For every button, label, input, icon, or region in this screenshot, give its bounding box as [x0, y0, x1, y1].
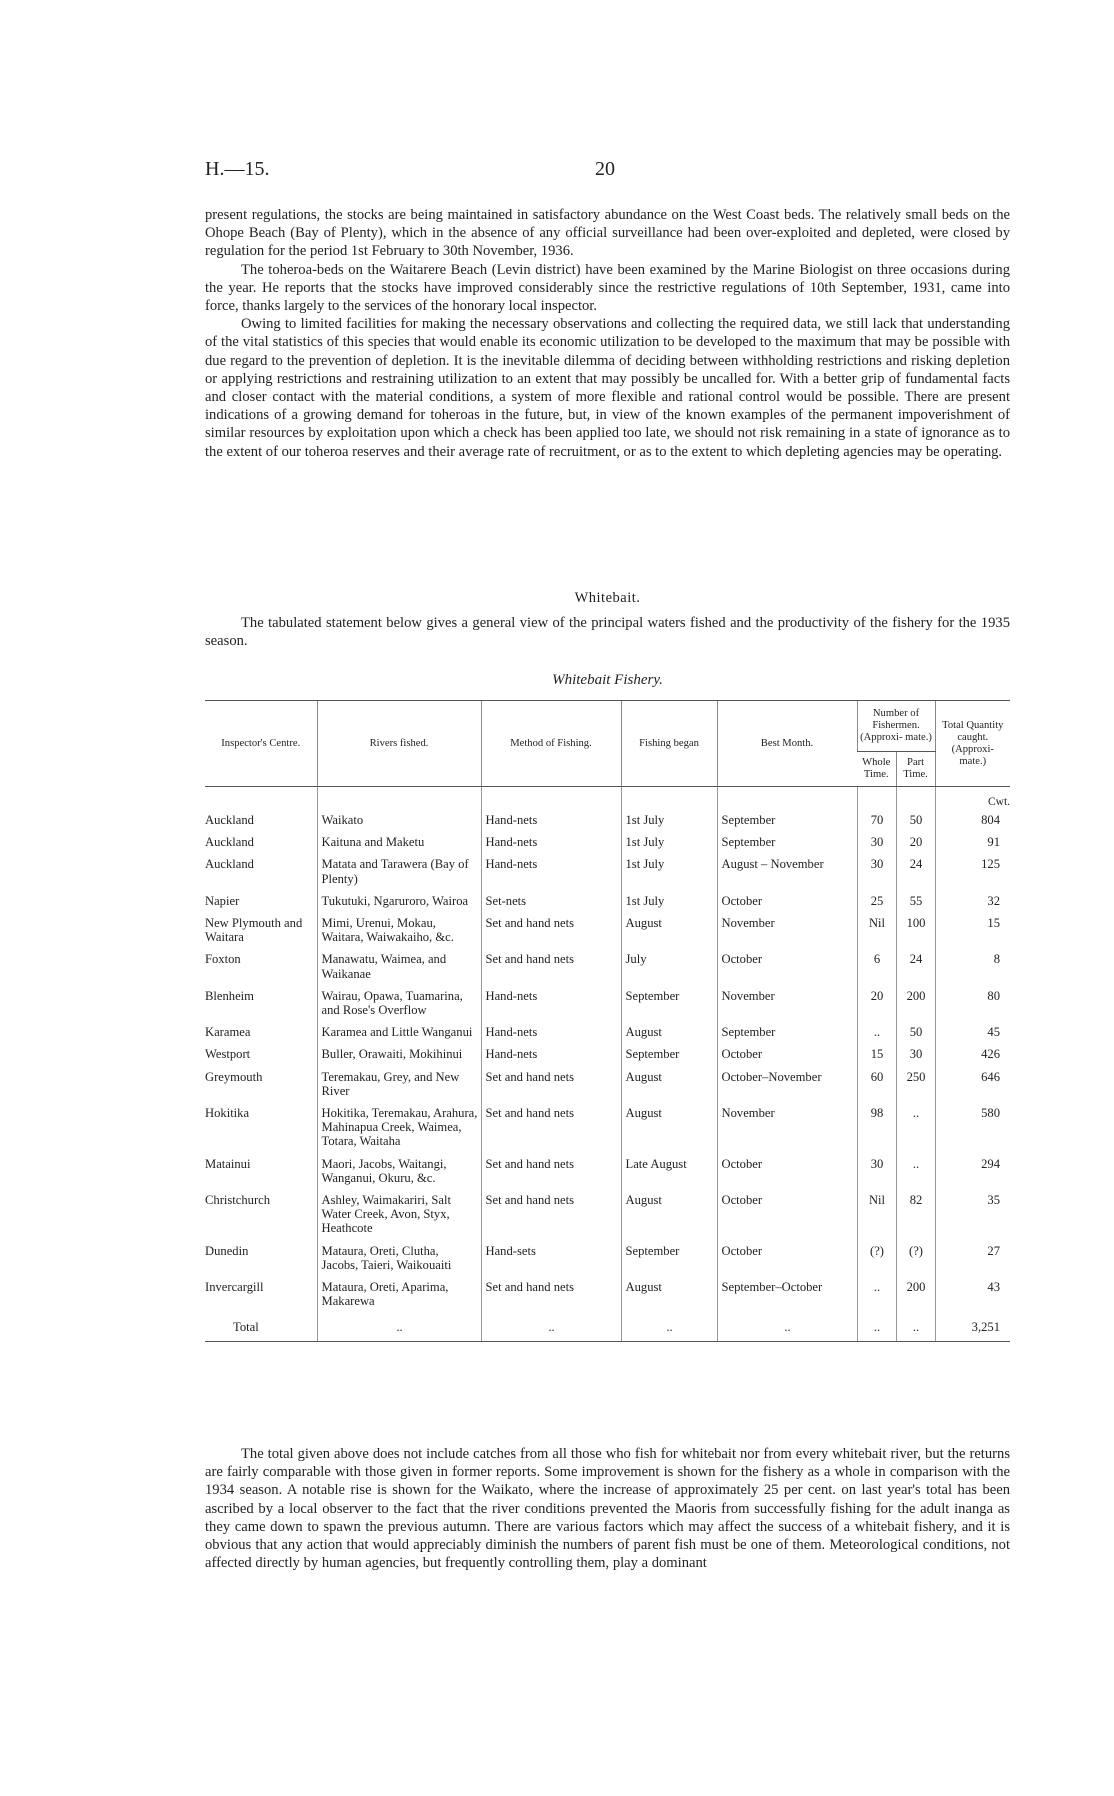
cell-total-text: 80 — [987, 988, 1001, 1003]
cell-centre-text: Auckland — [205, 857, 254, 872]
cell-total-text: 35 — [987, 1193, 1001, 1208]
cell-best — [717, 1021, 857, 1043]
cell-whole-text: 15 — [870, 1047, 884, 1062]
cell-total-text: 646 — [981, 1069, 1001, 1084]
cell-best-text: October — [721, 1243, 763, 1258]
cell-best — [717, 1276, 857, 1312]
cell-whole — [857, 1276, 896, 1312]
cell-total-text: 27 — [987, 1243, 1001, 1258]
cell-total-text: 580 — [981, 1106, 1001, 1121]
cell-best-text: November — [721, 916, 775, 931]
total-filler: .. — [784, 1320, 791, 1335]
table-row — [205, 1189, 1010, 1240]
cell-total-text: 8 — [993, 952, 1001, 967]
page-header — [205, 158, 1010, 188]
cell-total — [935, 1240, 1010, 1276]
cell-method — [481, 1102, 621, 1153]
cell-whole — [857, 985, 896, 1021]
cell-method — [481, 1276, 621, 1312]
cell-method-text: Set and hand nets — [485, 952, 574, 967]
cell-whole-text: 20 — [870, 988, 884, 1003]
cell-method-text: Set and hand nets — [485, 1193, 574, 1208]
cell-centre-text: Dunedin — [205, 1243, 249, 1258]
cell-centre — [205, 1102, 317, 1153]
cell-method — [481, 985, 621, 1021]
cell-began-text: 1st July — [625, 835, 665, 850]
cell-total-filler — [481, 1312, 621, 1341]
cell-part — [896, 1102, 935, 1153]
table-row — [205, 831, 1010, 853]
cell-part-text: 50 — [909, 813, 923, 827]
cell-total-filler — [717, 1312, 857, 1341]
cell-rivers-text: Wairau, Opawa, Tuamarina, and Rose's Overflow — [321, 988, 463, 1018]
cell-centre-text: Christchurch — [205, 1193, 271, 1208]
cell-method — [481, 890, 621, 912]
header-method: Method of Fishing. — [481, 701, 621, 787]
cell-best-text: October–November — [721, 1069, 822, 1084]
cell-part — [896, 809, 935, 831]
cell-whole-text: 60 — [870, 1069, 884, 1084]
cell-best-text: November — [721, 988, 775, 1003]
cell-rivers-text: Karamea and Little Wanganui — [321, 1025, 473, 1040]
paragraph-vital-statistics: Owing to limited facilities for making the necessary observations and collecting the required data, we still lack that understanding of the vital statistics of this species that would enable its economic utilization to be developed to the maximum that may be possible with due regard to the prevention of depletion. It is the inevitable dilemma of deciding between withholding restrictions and risking depletion or applying restrictions and restraining utilization to an extent that may possibly be uncalled for. With a better grip of fundamental facts and closer contact with the material conditions, a system of more flexible and rational control would be possible. There are present indications of a growing demand for toheroas in the future, but, in view of the known examples of the permanent impoverishment of similar resources by exploitation upon which a check has been applied too late, we should not risk remaining in a state of ignorance as to the extent of our toheroa reserves and their average rate of recruitment, or as to the extent to which depleting agencies may be operating. — [205, 316, 1010, 460]
paragraph-continuation: present regulations, the stocks are being maintained in satisfactory abundance on the West Coast beds. The relatively small beds on the Ohope Beach (Bay of Plenty), which in the absence of any official surveillance had been over-exploited and depleted, were closed by regulation for the period 1st February to 30th November, 1936. — [205, 207, 1010, 260]
cell-part — [896, 948, 935, 984]
cell-centre-text: Foxton — [205, 952, 241, 967]
cell-total — [935, 1066, 1010, 1102]
header-rivers: Rivers fished. — [317, 701, 481, 787]
cell-whole — [857, 809, 896, 831]
cell-centre — [205, 1043, 317, 1065]
table-unit-row — [205, 787, 1010, 810]
cell-rivers-text: Mataura, Oreti, Clutha, Jacobs, Taieri, Waikouaiti — [321, 1243, 452, 1272]
cell-best — [717, 890, 857, 912]
cell-part — [896, 831, 935, 853]
cell-part-text: 82 — [909, 1193, 923, 1208]
cell-began-text: August — [625, 1106, 662, 1121]
cell-total — [935, 853, 1010, 889]
table-title: Whitebait Fishery. — [552, 672, 663, 688]
table-row — [205, 1153, 1010, 1189]
cell-rivers — [317, 1240, 481, 1276]
cell-part-text: 200 — [906, 1280, 926, 1295]
cell-whole — [857, 1153, 896, 1189]
cell-rivers-text: Waikato — [321, 813, 364, 827]
total-row — [205, 1312, 1010, 1341]
cell-whole — [857, 890, 896, 912]
cell-whole-text: .. — [873, 1280, 881, 1295]
cell-began — [621, 890, 717, 912]
cell-whole-text: 30 — [870, 857, 884, 872]
cell-began-text: August — [625, 1069, 662, 1084]
header-total: Total Quantity caught. (Approxi- mate.) — [935, 701, 1010, 787]
cell-part — [896, 1153, 935, 1189]
cell-total-filler — [621, 1312, 717, 1341]
cell-part — [896, 1066, 935, 1102]
top-text-block — [205, 206, 1010, 461]
cell-centre-text: Napier — [205, 893, 240, 908]
header-centre: Inspector's Centre. — [205, 701, 317, 787]
cell-centre-text: Greymouth — [205, 1069, 263, 1084]
cell-began — [621, 831, 717, 853]
cell-best-text: September–October — [721, 1280, 823, 1295]
cell-centre — [205, 985, 317, 1021]
cell-best-text: September — [721, 1025, 776, 1040]
cell-total — [935, 831, 1010, 853]
cell-whole — [857, 1189, 896, 1240]
cell-began-text: August — [625, 1280, 662, 1295]
cell-total — [935, 1189, 1010, 1240]
cell-method — [481, 912, 621, 948]
cell-began-text: July — [625, 952, 647, 967]
cell-centre-text: Westport — [205, 1047, 251, 1062]
cell-part — [896, 1276, 935, 1312]
unit-label: Cwt. — [987, 795, 1011, 808]
total-filler: .. — [666, 1320, 673, 1335]
header-best-month: Best Month. — [717, 701, 857, 787]
cell-best-text: October — [721, 893, 763, 908]
cell-began-text: August — [625, 916, 662, 931]
cell-whole-text: .. — [873, 1025, 881, 1040]
cell-part — [896, 1240, 935, 1276]
cell-whole-text: Nil — [868, 1193, 886, 1208]
cell-best — [717, 1043, 857, 1065]
cell-rivers — [317, 1066, 481, 1102]
cell-method-text: Set and hand nets — [485, 1069, 574, 1084]
cell-best — [717, 1066, 857, 1102]
cell-part-text: 24 — [909, 857, 923, 872]
cell-best-text: November — [721, 1106, 775, 1121]
cell-began-text: August — [625, 1193, 662, 1208]
cell-part-text: .. — [912, 1106, 920, 1121]
cell-rivers — [317, 985, 481, 1021]
cell-part-text: 30 — [909, 1047, 923, 1062]
cell-rivers-text: Teremakau, Grey, and New River — [321, 1069, 460, 1098]
cell-centre — [205, 1153, 317, 1189]
cell-part-text: 100 — [906, 916, 926, 931]
cell-rivers-text: Ashley, Waimakariri, Salt Water Creek, Avon, Styx, Heathcote — [321, 1193, 451, 1236]
cell-centre — [205, 1066, 317, 1102]
cell-rivers-text: Tukutuki, Ngaruroro, Wairoa — [321, 893, 469, 908]
cell-method-text: Set and hand nets — [485, 1280, 574, 1295]
cell-rivers-text: Maori, Jacobs, Waitangi, Wanganui, Okuru, &c. — [321, 1156, 447, 1185]
cell-total-text: 125 — [981, 857, 1001, 872]
table-row — [205, 948, 1010, 984]
cell-rivers — [317, 853, 481, 889]
cell-rivers — [317, 1276, 481, 1312]
section-heading-whitebait: Whitebait. — [574, 590, 641, 606]
table-row — [205, 1276, 1010, 1312]
cell-best-text: October — [721, 1047, 763, 1062]
cell-best-text: August – November — [721, 857, 824, 872]
cell-method-text: Set and hand nets — [485, 1156, 574, 1171]
cell-part-text: 55 — [909, 893, 923, 908]
cell-rivers-text: Matata and Tarawera (Bay of Plenty) — [321, 857, 469, 886]
header-whole-time: Whole Time. — [857, 752, 896, 787]
page-number: 20 — [595, 158, 615, 180]
cell-total-filler — [857, 1312, 896, 1341]
whitebait-fishery-table — [205, 700, 1010, 1342]
cell-rivers — [317, 1102, 481, 1153]
cell-began-text: August — [625, 1025, 662, 1040]
cell-total — [935, 809, 1010, 831]
cell-began — [621, 1043, 717, 1065]
cell-method-text: Set and hand nets — [485, 916, 574, 931]
cell-total-text: 32 — [987, 893, 1001, 908]
cell-best — [717, 1189, 857, 1240]
cell-total — [935, 985, 1010, 1021]
cell-part-text: .. — [912, 1156, 920, 1171]
table-row — [205, 1043, 1010, 1065]
cell-rivers — [317, 809, 481, 831]
cell-part-text: (?) — [909, 1243, 923, 1258]
table-row — [205, 890, 1010, 912]
cell-rivers — [317, 1043, 481, 1065]
cell-whole-text: 6 — [873, 952, 881, 967]
cell-centre-text: Hokitika — [205, 1106, 250, 1121]
cell-began — [621, 809, 717, 831]
intro-text-block — [205, 614, 1010, 650]
cell-whole — [857, 948, 896, 984]
cell-rivers — [317, 1153, 481, 1189]
cell-part — [896, 985, 935, 1021]
cell-began — [621, 1066, 717, 1102]
cell-whole-text: 25 — [870, 893, 884, 908]
cell-began — [621, 1021, 717, 1043]
table-row — [205, 1240, 1010, 1276]
table-body — [205, 787, 1010, 1342]
cell-best-text: October — [721, 952, 763, 967]
cell-best — [717, 912, 857, 948]
cell-centre-text: New Plymouth and Waitara — [205, 916, 303, 945]
cell-best — [717, 853, 857, 889]
cell-total-text: 43 — [987, 1280, 1001, 1295]
cell-method-text: Hand-nets — [485, 988, 538, 1003]
cell-method-text: Hand-nets — [485, 857, 538, 872]
cell-rivers-text: Hokitika, Teremakau, Arahura, Mahinapua Creek, Waimea, Totara, Waitaha — [321, 1106, 478, 1149]
cell-began — [621, 985, 717, 1021]
cell-best — [717, 809, 857, 831]
cell-total — [935, 1276, 1010, 1312]
cell-rivers-text: Mataura, Oreti, Aparima, Makarewa — [321, 1280, 449, 1309]
cell-rivers-text: Buller, Orawaiti, Mokihinui — [321, 1047, 463, 1062]
cell-best-text: October — [721, 1156, 763, 1171]
cell-total-text: 294 — [981, 1156, 1001, 1171]
bottom-text-block — [205, 1445, 1010, 1572]
cell-whole-text: 30 — [870, 835, 884, 850]
cell-part-text: 24 — [909, 952, 923, 967]
cell-centre-text: Auckland — [205, 813, 254, 827]
cell-total — [935, 912, 1010, 948]
cell-centre — [205, 1021, 317, 1043]
cell-best — [717, 1240, 857, 1276]
cell-centre-text: Invercargill — [205, 1280, 264, 1295]
cell-method — [481, 1153, 621, 1189]
header-began: Fishing began — [621, 701, 717, 787]
cell-whole — [857, 912, 896, 948]
cell-whole-text: 70 — [870, 813, 884, 827]
cell-centre — [205, 831, 317, 853]
cell-part — [896, 1189, 935, 1240]
cell-began-text: 1st July — [625, 813, 665, 827]
cell-began-text: 1st July — [625, 857, 665, 872]
cell-centre-text: Matainui — [205, 1156, 251, 1171]
cell-began-text: Late August — [625, 1156, 687, 1171]
cell-centre-text: Blenheim — [205, 988, 254, 1003]
paragraph-total-discussion: The total given above does not include catches from all those who fish for whitebait nor from every whitebait river, but the returns are fairly comparable with those given in former reports. Some improvement is shown for the fishery as a whole in comparison with the 1934 season. A notable rise is shown for the Waikato, where the increase of approximately 25 per cent. on last year's total has been ascribed by a local observer to the fact that the river conditions prevented the Maoris from successfully fishing for the adult inanga as they came down to spawn the previous autumn. There are various factors which may affect the success of a whitebait fishery, and it is obvious that any action that would appreciably diminish the numbers of parent fish must be one of them. Meteorological conditions, not affected directly by human agencies, but frequently controlling them, play a dominant — [205, 1446, 1010, 1572]
cell-method-text: Set-nets — [485, 893, 527, 908]
cell-best — [717, 1102, 857, 1153]
cell-centre — [205, 890, 317, 912]
cell-total-text: 426 — [981, 1047, 1001, 1062]
cell-rivers — [317, 948, 481, 984]
cell-part — [896, 890, 935, 912]
cell-total — [935, 1043, 1010, 1065]
cell-method — [481, 853, 621, 889]
cell-began — [621, 1240, 717, 1276]
paragraph-toheroa-waitarere: The toheroa-beds on the Waitarere Beach (Levin district) have been examined by the Marine Biologist on three occasions during the year. He reports that the stocks have improved considerably since the restrictive regulations of 10th September, 1931, came into force, thanks largely to the services of the honorary local inspector. — [205, 261, 1010, 315]
cell-best — [717, 1153, 857, 1189]
cell-began — [621, 853, 717, 889]
cell-part — [896, 912, 935, 948]
cell-method-text: Hand-nets — [485, 835, 538, 850]
cell-part — [896, 1021, 935, 1043]
cell-began-text: September — [625, 988, 680, 1003]
cell-began — [621, 1189, 717, 1240]
cell-whole — [857, 1021, 896, 1043]
cell-whole — [857, 1043, 896, 1065]
cell-centre — [205, 809, 317, 831]
cell-total-filler — [317, 1312, 481, 1341]
cell-total — [935, 1102, 1010, 1153]
cell-total-label — [205, 1312, 317, 1341]
cell-method — [481, 831, 621, 853]
cell-rivers-text: Manawatu, Waimea, and Waikanae — [321, 952, 447, 981]
cell-rivers — [317, 831, 481, 853]
cell-method-text: Hand-nets — [485, 1047, 538, 1062]
cell-rivers — [317, 890, 481, 912]
cell-total-text: 804 — [981, 813, 1001, 827]
cell-centre — [205, 853, 317, 889]
cell-total — [935, 1153, 1010, 1189]
document-reference: H.—15. — [205, 158, 270, 180]
table-row — [205, 853, 1010, 889]
cell-total — [935, 948, 1010, 984]
cell-whole-text: Nil — [868, 916, 886, 931]
cell-method — [481, 1021, 621, 1043]
cell-rivers — [317, 1189, 481, 1240]
cell-centre — [205, 1240, 317, 1276]
cell-best-text: September — [721, 813, 776, 827]
cell-centre — [205, 1276, 317, 1312]
cell-whole-text: 98 — [870, 1106, 884, 1121]
header-part-time: Part Time. — [896, 752, 935, 787]
cell-method-text: Hand-nets — [485, 1025, 538, 1040]
cell-rivers — [317, 912, 481, 948]
cell-centre-text: Auckland — [205, 835, 254, 850]
cell-method — [481, 1043, 621, 1065]
cell-rivers — [317, 1021, 481, 1043]
cell-part — [896, 1043, 935, 1065]
total-filler: .. — [396, 1320, 403, 1335]
cell-centre-text: Karamea — [205, 1025, 251, 1040]
cell-part-text: 50 — [909, 1025, 923, 1040]
cell-total-text: 45 — [987, 1025, 1001, 1040]
cell-whole — [857, 1066, 896, 1102]
cell-began — [621, 912, 717, 948]
cell-began — [621, 1153, 717, 1189]
cell-part-text: 200 — [906, 988, 926, 1003]
cell-part-text: 250 — [906, 1069, 926, 1084]
cell-best — [717, 948, 857, 984]
grand-total-value: 3,251 — [971, 1320, 1001, 1335]
header-fishermen: Number of Fishermen. (Approxi- mate.) — [857, 701, 935, 752]
cell-whole — [857, 1102, 896, 1153]
cell-centre — [205, 1189, 317, 1240]
cell-whole — [857, 853, 896, 889]
cell-whole-text: 30 — [870, 1156, 884, 1171]
cell-method-text: Hand-nets — [485, 813, 538, 827]
cell-began-text: September — [625, 1047, 680, 1062]
cell-part-text: 20 — [909, 835, 923, 850]
cell-method-text: Hand-sets — [485, 1243, 536, 1258]
cell-best — [717, 831, 857, 853]
cell-rivers-text: Kaituna and Maketu — [321, 835, 425, 850]
cell-best — [717, 985, 857, 1021]
table-row — [205, 809, 1010, 831]
cell-whole — [857, 1240, 896, 1276]
cell-total-text: 15 — [987, 916, 1001, 931]
total-filler: .. — [873, 1320, 881, 1335]
total-label: Total — [233, 1320, 259, 1335]
cell-began — [621, 1102, 717, 1153]
paragraph-table-intro: The tabulated statement below gives a general view of the principal waters fished and the productivity of the fishery for the 1935 season. — [205, 615, 1010, 650]
cell-whole — [857, 831, 896, 853]
cell-began-text: 1st July — [625, 893, 665, 908]
cell-centre — [205, 948, 317, 984]
cell-part — [896, 853, 935, 889]
cell-method — [481, 809, 621, 831]
table-row — [205, 985, 1010, 1021]
cell-total — [935, 890, 1010, 912]
cell-total-text: 91 — [987, 835, 1001, 850]
cell-centre — [205, 912, 317, 948]
cell-began — [621, 948, 717, 984]
table-row — [205, 1066, 1010, 1102]
cell-began — [621, 1276, 717, 1312]
table-row — [205, 912, 1010, 948]
cell-best-text: September — [721, 835, 776, 850]
cell-whole-text: (?) — [870, 1243, 884, 1258]
total-filler: .. — [548, 1320, 555, 1335]
cell-method — [481, 948, 621, 984]
cell-total — [935, 1021, 1010, 1043]
cell-method — [481, 1066, 621, 1102]
cell-method — [481, 1240, 621, 1276]
total-filler: .. — [912, 1320, 920, 1335]
cell-best-text: October — [721, 1193, 763, 1208]
table-row — [205, 1102, 1010, 1153]
cell-method — [481, 1189, 621, 1240]
table-row — [205, 1021, 1010, 1043]
cell-began-text: September — [625, 1243, 680, 1258]
cell-rivers-text: Mimi, Urenui, Mokau, Waitara, Waiwakaiho, &c. — [321, 916, 454, 945]
cell-grand-total — [935, 1312, 1010, 1341]
cell-total-filler — [896, 1312, 935, 1341]
cell-method-text: Set and hand nets — [485, 1106, 574, 1121]
